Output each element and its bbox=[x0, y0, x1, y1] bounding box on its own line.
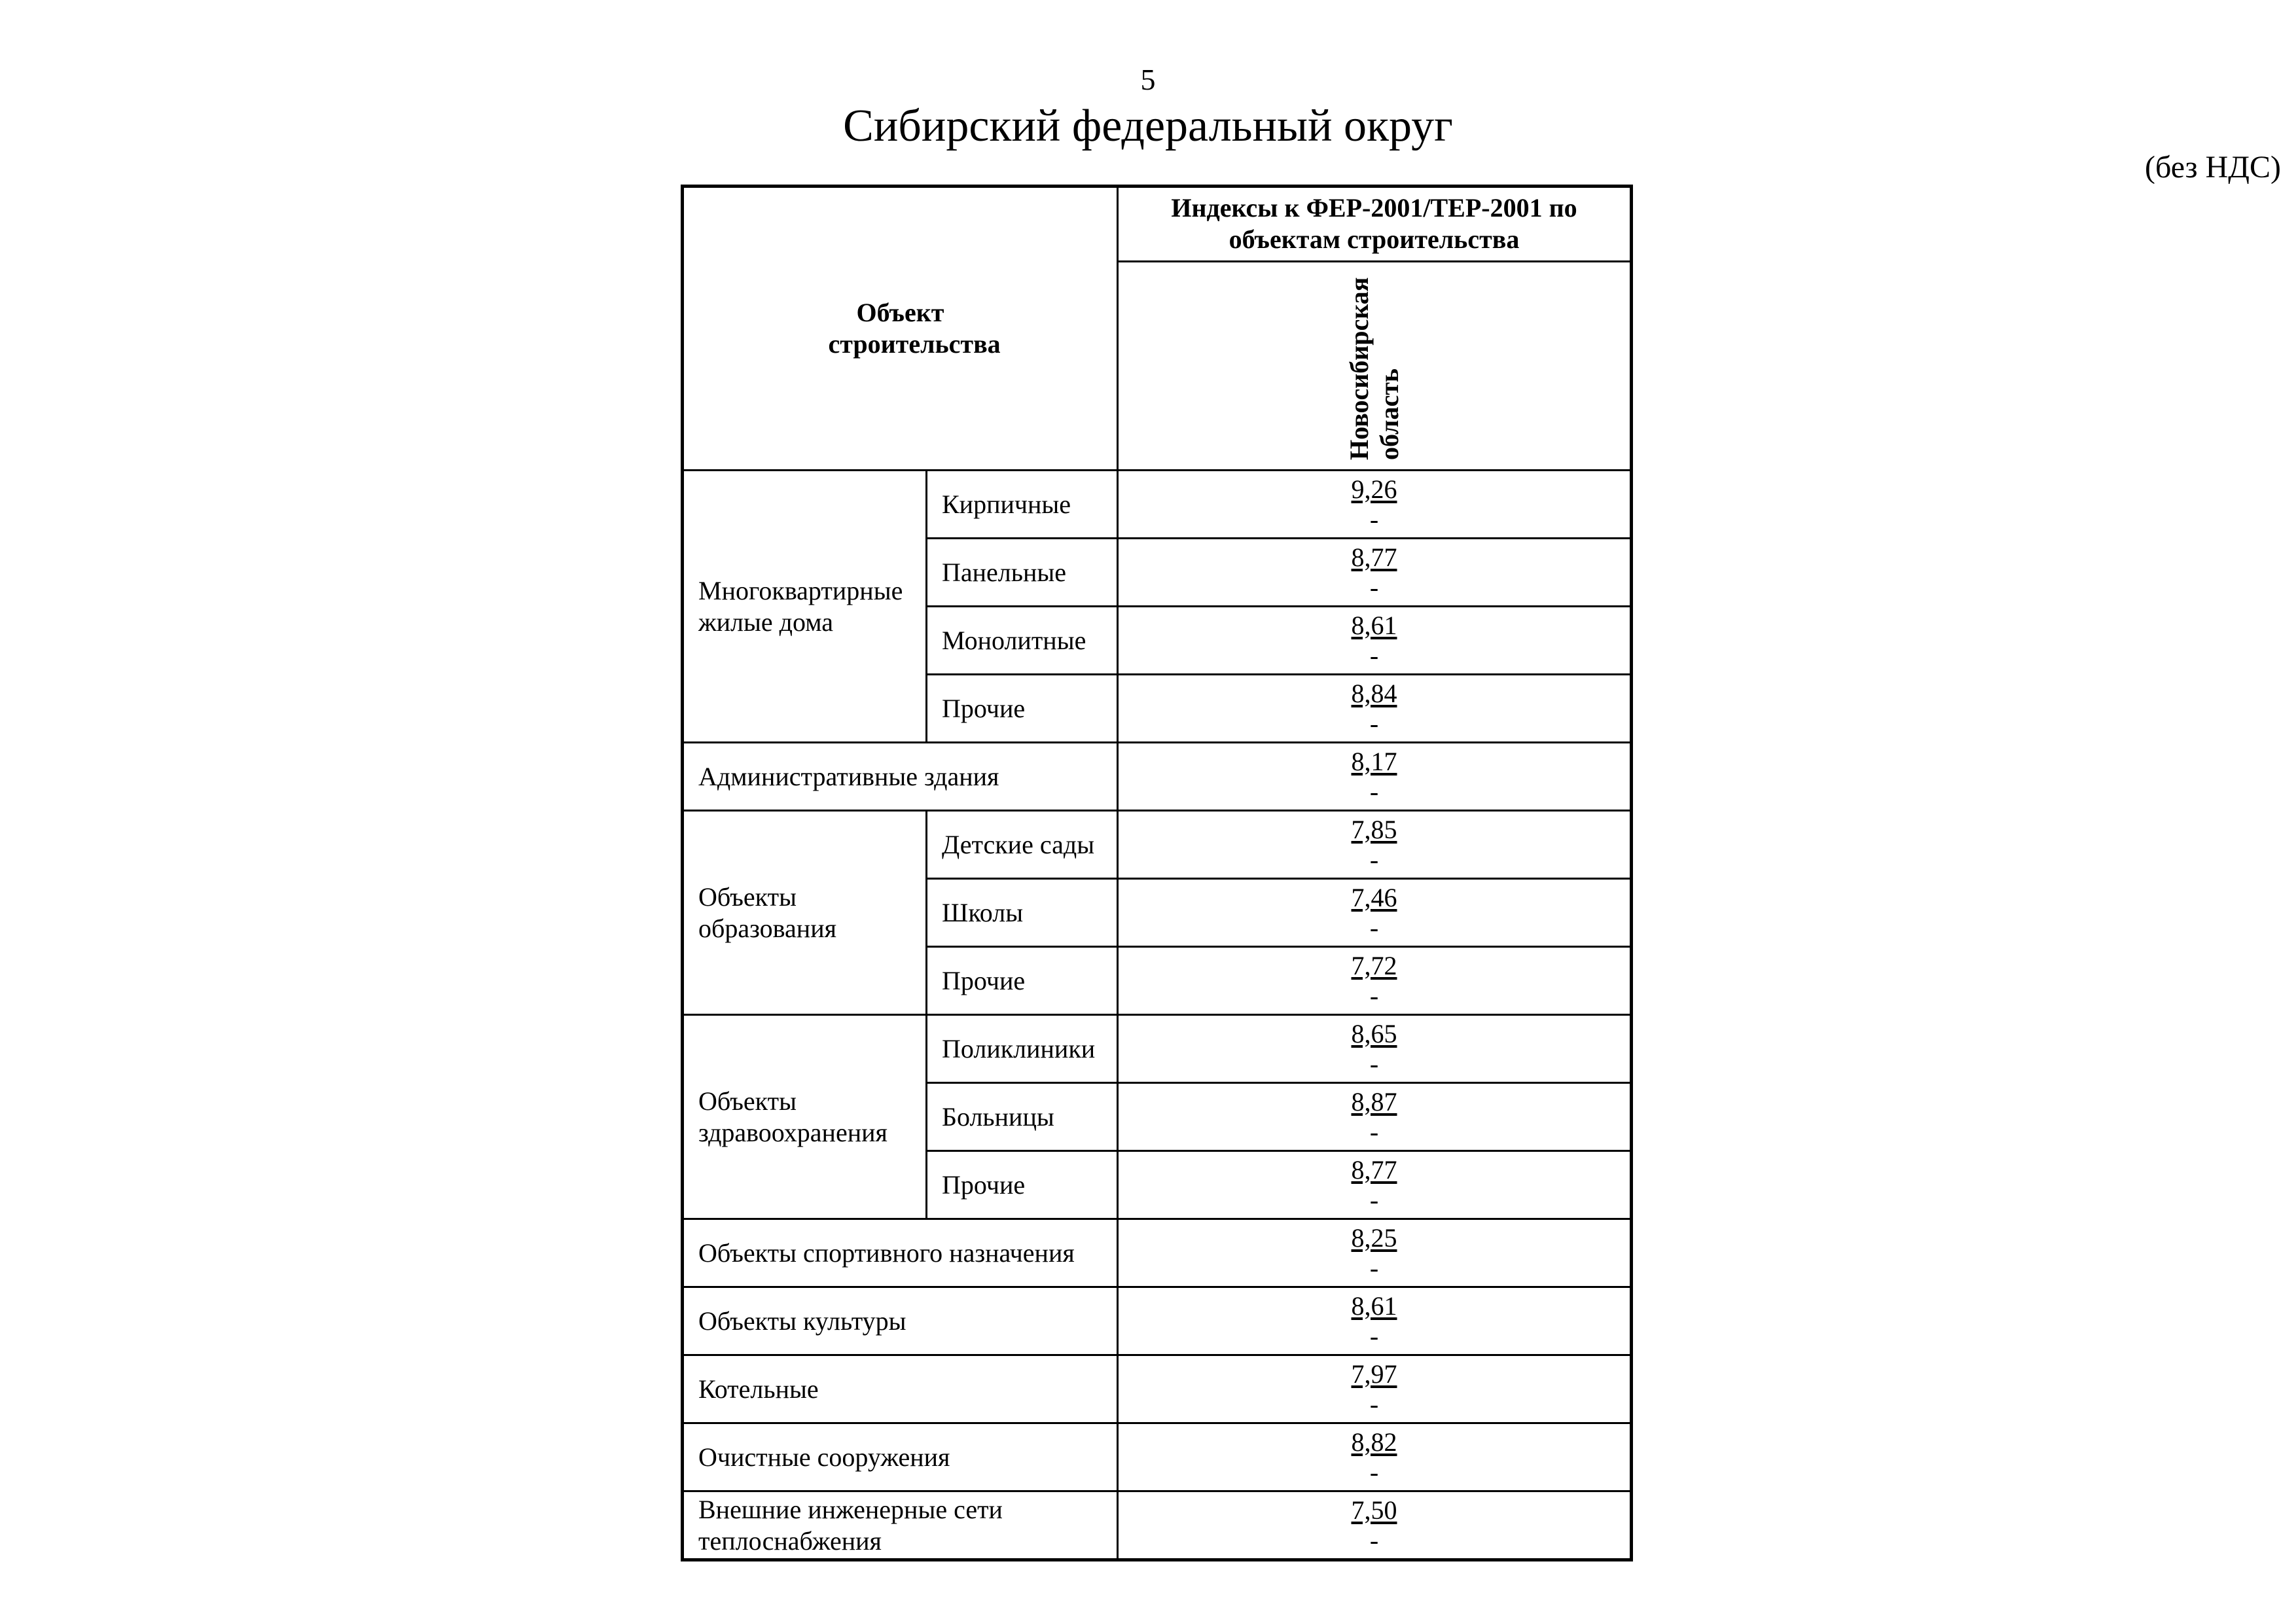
table-row bbox=[683, 1287, 1632, 1355]
secondary-value: - bbox=[1369, 572, 1379, 602]
subtype-cell bbox=[927, 947, 1118, 1015]
category-label: Многоквартирные жилые дома bbox=[698, 575, 903, 637]
index-value: 7,46 bbox=[1351, 882, 1397, 912]
index-value: 7,72 bbox=[1351, 950, 1397, 980]
category-cell bbox=[683, 743, 1118, 811]
value-cell bbox=[1118, 1423, 1632, 1491]
value-cell bbox=[1118, 471, 1632, 539]
secondary-value: - bbox=[1369, 1525, 1379, 1555]
value-cell bbox=[1118, 1491, 1632, 1560]
category-label: Объекты культуры bbox=[698, 1306, 906, 1336]
table-row bbox=[683, 1355, 1632, 1423]
subtype-cell bbox=[927, 471, 1118, 539]
category-cell bbox=[683, 1219, 1118, 1287]
table-row bbox=[683, 1015, 1632, 1083]
table-row bbox=[683, 1219, 1632, 1287]
index-value: 8,61 bbox=[1351, 610, 1397, 640]
category-label: Котельные bbox=[698, 1374, 819, 1404]
index-value: 8,82 bbox=[1351, 1427, 1397, 1457]
secondary-value: - bbox=[1369, 1389, 1379, 1419]
value-cell bbox=[1118, 1083, 1632, 1151]
table-header-row bbox=[683, 187, 1632, 262]
subtype-cell bbox=[927, 1151, 1118, 1219]
index-value: 8,65 bbox=[1351, 1018, 1397, 1048]
value-cell bbox=[1118, 607, 1632, 675]
subtype-label: Больницы bbox=[942, 1101, 1054, 1132]
object-header-label: Объект строительства bbox=[828, 298, 1001, 359]
group-header-label: Индексы к ФЕР-2001/ТЕР-2001 по объектам строительства bbox=[1171, 193, 1577, 255]
index-value: 8,17 bbox=[1351, 746, 1397, 776]
index-value: 8,77 bbox=[1351, 542, 1397, 572]
region-header bbox=[1118, 261, 1632, 470]
category-cell bbox=[683, 1491, 1118, 1560]
subtype-cell bbox=[927, 1083, 1118, 1151]
category-label: Очистные сооружения bbox=[698, 1442, 950, 1472]
subtype-cell bbox=[927, 879, 1118, 947]
category-label: Внешние инженерные сети теплоснабжения bbox=[698, 1494, 1003, 1556]
subtype-label: Панельные bbox=[942, 557, 1067, 587]
index-value: 8,87 bbox=[1351, 1086, 1397, 1116]
table-row bbox=[683, 1423, 1632, 1491]
subtype-label: Детские сады bbox=[942, 829, 1095, 859]
secondary-value: - bbox=[1369, 640, 1379, 670]
value-cell bbox=[1118, 947, 1632, 1015]
index-value: 8,61 bbox=[1351, 1291, 1397, 1321]
value-cell bbox=[1118, 1287, 1632, 1355]
page-number: 5 bbox=[1140, 63, 1156, 96]
document-title: Сибирский федеральный округ bbox=[843, 101, 1453, 151]
index-value: 8,77 bbox=[1351, 1154, 1397, 1185]
group-header bbox=[1118, 187, 1632, 262]
value-cell bbox=[1118, 879, 1632, 947]
secondary-value: - bbox=[1369, 1048, 1379, 1079]
subtype-cell bbox=[927, 675, 1118, 743]
category-cell bbox=[683, 1355, 1118, 1423]
category-label: Административные здания bbox=[698, 761, 999, 791]
value-cell bbox=[1118, 1219, 1632, 1287]
index-value: 7,85 bbox=[1351, 814, 1397, 844]
secondary-value: - bbox=[1369, 980, 1379, 1010]
secondary-value: - bbox=[1369, 1457, 1379, 1487]
region-header-label: Новосибирская область bbox=[1344, 277, 1404, 461]
subtype-label: Прочие bbox=[942, 965, 1026, 995]
index-table bbox=[681, 185, 1633, 1561]
secondary-value: - bbox=[1369, 1185, 1379, 1215]
index-value: 9,26 bbox=[1351, 474, 1397, 504]
secondary-value: - bbox=[1369, 776, 1379, 806]
subtype-label: Кирпичные bbox=[942, 489, 1071, 519]
secondary-value: - bbox=[1369, 708, 1379, 738]
category-label: Объекты здравоохранения bbox=[698, 1086, 888, 1147]
value-cell bbox=[1118, 539, 1632, 607]
subtype-label: Монолитные bbox=[942, 625, 1086, 655]
value-cell bbox=[1118, 743, 1632, 811]
value-cell bbox=[1118, 1015, 1632, 1083]
category-label: Объекты спортивного назначения bbox=[698, 1238, 1075, 1268]
secondary-value: - bbox=[1369, 912, 1379, 942]
index-value: 7,97 bbox=[1351, 1359, 1397, 1389]
vat-note: (без НДС) bbox=[2144, 150, 2281, 185]
subtype-label: Школы bbox=[942, 897, 1024, 927]
index-value: 8,25 bbox=[1351, 1222, 1397, 1253]
object-header bbox=[683, 187, 1118, 471]
subtype-cell bbox=[927, 1015, 1118, 1083]
subtype-cell bbox=[927, 539, 1118, 607]
secondary-value: - bbox=[1369, 1253, 1379, 1283]
subtype-cell bbox=[927, 811, 1118, 879]
index-value: 7,50 bbox=[1351, 1495, 1397, 1525]
secondary-value: - bbox=[1369, 844, 1379, 874]
subtype-label: Прочие bbox=[942, 693, 1026, 723]
category-cell bbox=[683, 1015, 927, 1219]
index-value: 8,84 bbox=[1351, 678, 1397, 708]
table-row bbox=[683, 1491, 1632, 1560]
table-row bbox=[683, 471, 1632, 539]
value-cell bbox=[1118, 1151, 1632, 1219]
subtype-cell bbox=[927, 607, 1118, 675]
category-cell bbox=[683, 1423, 1118, 1491]
table-row bbox=[683, 811, 1632, 879]
category-label: Объекты образования bbox=[698, 882, 836, 943]
subtype-label: Прочие bbox=[942, 1169, 1026, 1200]
secondary-value: - bbox=[1369, 1321, 1379, 1351]
secondary-value: - bbox=[1369, 504, 1379, 534]
category-cell bbox=[683, 471, 927, 743]
subtype-label: Поликлиники bbox=[942, 1033, 1096, 1063]
category-cell bbox=[683, 811, 927, 1015]
table-row bbox=[683, 743, 1632, 811]
value-cell bbox=[1118, 1355, 1632, 1423]
value-cell bbox=[1118, 675, 1632, 743]
secondary-value: - bbox=[1369, 1116, 1379, 1147]
value-cell bbox=[1118, 811, 1632, 879]
category-cell bbox=[683, 1287, 1118, 1355]
